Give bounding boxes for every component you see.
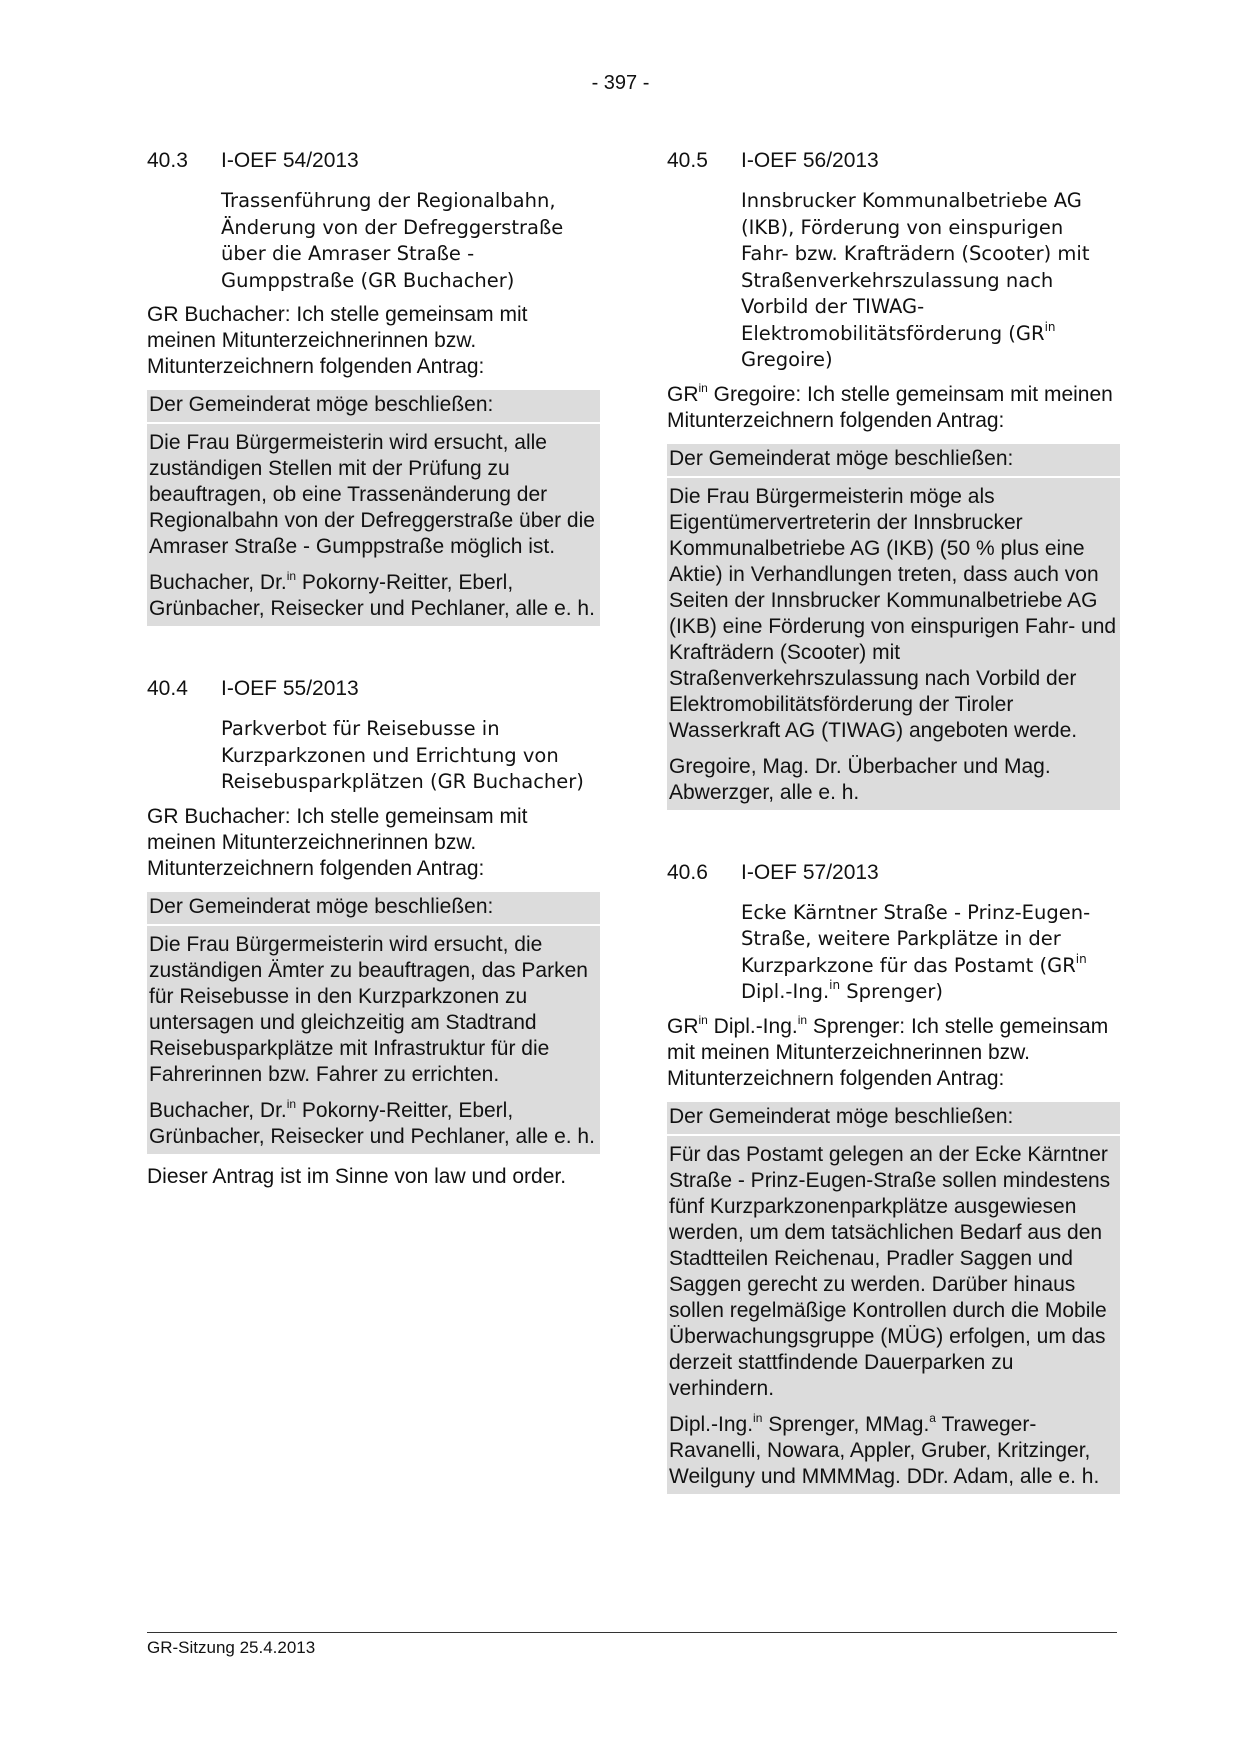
decision-label: Der Gemeinderat möge beschließen: (667, 1102, 1120, 1136)
section-number: 40.4 (147, 677, 188, 700)
left-column (147, 148, 600, 1240)
section-title: Trassenführung der Regionalbahn, Änderung von der Defreggerstraße über die Amraser Straße - Gumppstraße (GR Buchacher) (221, 189, 564, 292)
motion-text: Die Frau Bürgermeisterin wird ersucht, alle zuständigen Stellen mit der Prüfung zu beauftragen, ob eine Trassenänderung der Regionalbahn von der Defreggerstraße über die Amraser Straße - Gumppstraße möglich ist. (149, 431, 595, 558)
signers: Gregoire, Mag. Dr. Überbacher und Mag. Abwerzger, alle e. h. (669, 754, 1051, 804)
section-40-4 (147, 676, 600, 1190)
section-code: I-OEF 57/2013 (741, 860, 879, 884)
section-number: 40.5 (667, 149, 708, 172)
section-title: Parkverbot für Reisebusse in Kurzparkzonen und Errichtung von Reisebusparkplätzen (GR Buchacher) (221, 717, 584, 793)
motion-intro: GR Buchacher: Ich stelle gemeinsam mit meinen Mitunterzeichnerinnen bzw. Mitunterzeichnern folgenden Antrag: (147, 303, 528, 378)
signers: Buchacher, Dr.$^{in}$ Pokorny-Reitter, Eberl, Grünbacher, Reisecker und Pechlaner, alle e. h. (149, 569, 595, 620)
motion-text: Für das Postamt gelegen an der Ecke Kärntner Straße - Prinz-Eugen-Straße sollen mindestens fünf Kurzparkzonenparkplätze ausgewiesen werden, um dem tatsächlichen Bedarf aus den Stadtteilen Reichenau, Pradler Saggen und Saggen gerecht zu werden. Darüber hinaus sollen regelmäßige Kontrollen durch die Mobile Überwachungsgruppe (MÜG) erfolgen, um das derzeit stattfindende Dauerparken zu verhindern. (669, 1142, 1111, 1400)
right-column (667, 148, 1120, 1544)
section-code: I-OEF 56/2013 (741, 149, 879, 172)
signers: Buchacher, Dr.$^{in}$ Pokorny-Reitter, Eberl, Grünbacher, Reisecker und Pechlaner, alle e. h. (149, 1096, 595, 1148)
section-code: I-OEF 54/2013 (221, 149, 359, 172)
section-header (147, 676, 600, 702)
decision-label: Der Gemeinderat möge beschließen: (147, 390, 600, 424)
section-title: Ecke Kärntner Straße - Prinz-Eugen-Straße, weitere Parkplätze in der Kurzparkzone für das Postamt ($GR^{in}$ Dipl.-Ing.$^{in}$ Sprenger) (741, 900, 1091, 1003)
section-number: 40.3 (147, 149, 188, 172)
section-40-6 (667, 860, 1120, 1494)
motion-intro: $GR^{in}$ Dipl.-Ing.$^{in}$ Sprenger: Ich stelle gemeinsam mit meinen Mitunterzeichnerinnen bzw. Mitunterzeichnern folgenden Antrag: (667, 1012, 1109, 1090)
motion-box (667, 1102, 1120, 1494)
motion-intro: $GR^{in}$ Gregoire: Ich stelle gemeinsam mit meinen Mitunterzeichnern folgenden Antrag: (667, 380, 1113, 432)
section-header (667, 860, 1120, 886)
motion-note: Dieser Antrag ist im Sinne von law und order. (147, 1164, 567, 1188)
decision-label: Der Gemeinderat möge beschließen: (147, 892, 600, 926)
motion-text: Die Frau Bürgermeisterin möge als Eigentümervertreterin der Innsbrucker Kommunalbetriebe AG (IKB) (50 % plus eine Aktie) in Verhandlungen treten, dass auch von Seiten der Innsbrucker Kommunalbetriebe AG (IKB) eine Förderung von einspurigen Fahr- und Krafträdern (Scooter) mit Straßenverkehrszulassung nach Vorbild der Elektromobilitätsförderung der Tiroler Wasserkraft AG (TIWAG) angeboten werde. (669, 484, 1117, 742)
section-title: Innsbrucker Kommunalbetriebe AG (IKB), Förderung von einspurigen Fahr- bzw. Krafträdern (Scooter) mit Straßenverkehrszulassung nach Vorbild der TIWAG-Elektromobilitätsförderung ($GR^{in}$ Gregoire) (741, 189, 1090, 371)
motion-box (667, 444, 1120, 810)
footer-text: GR-Sitzung 25.4.2013 (147, 1638, 316, 1657)
section-header (147, 148, 600, 174)
motion-intro: GR Buchacher: Ich stelle gemeinsam mit meinen Mitunterzeichnerinnen bzw. Mitunterzeichnern folgenden Antrag: (147, 804, 528, 880)
section-40-5 (667, 148, 1120, 810)
section-40-3 (147, 148, 600, 626)
section-code: I-OEF 55/2013 (221, 677, 359, 700)
section-header (667, 148, 1120, 174)
motion-box (147, 390, 600, 626)
section-number: 40.6 (667, 860, 708, 884)
signers: Dipl.-Ing.$^{in}$ Sprenger, MMag.$^a$ Traweger-Ravanelli, Nowara, Appler, Gruber, Kritzinger, Weilguny und MMMMag. DDr. Adam, alle e. h. (669, 1410, 1100, 1488)
motion-text: Die Frau Bürgermeisterin wird ersucht, die zuständigen Ämter zu beauftragen, das Parken für Reisebusse in den Kurzparkzonen zu untersagen und gleichzeitig am Stadtrand Reisebusparkplätze mit Infrastruktur für die Fahrerinnen bzw. Fahrer zu errichten. (149, 932, 588, 1086)
motion-box (147, 892, 600, 1154)
decision-label: Der Gemeinderat möge beschließen: (667, 444, 1120, 478)
footer-divider (147, 1632, 1117, 1633)
page-number: - 397 - (591, 72, 650, 94)
